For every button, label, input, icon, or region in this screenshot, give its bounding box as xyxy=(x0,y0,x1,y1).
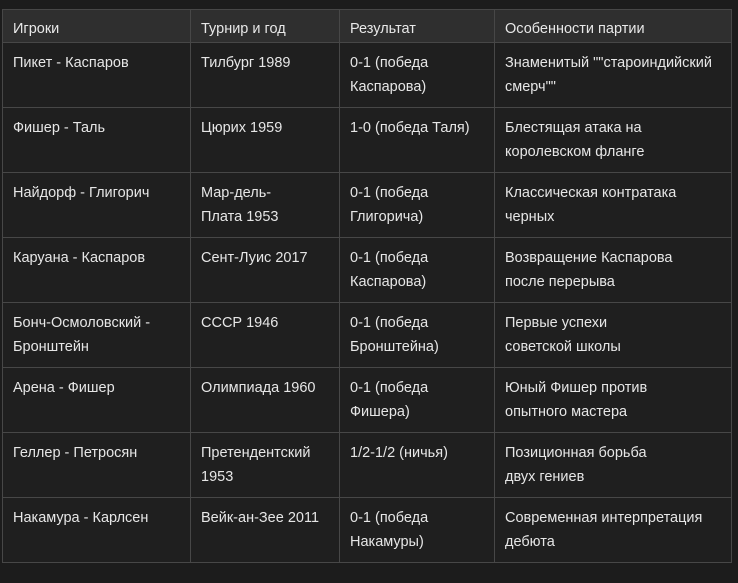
cell-tournament xyxy=(191,368,340,433)
cell-players xyxy=(3,173,191,238)
cell-tournament-line: СССР 1946 xyxy=(201,315,279,331)
cell-result-line: 1/2-1/2 (ничья) xyxy=(350,445,448,461)
cell-result-line: 1-0 (победа Таля) xyxy=(350,120,470,136)
table-row xyxy=(3,238,732,303)
cell-tournament-line: Вейк-ан-Зее 2011 xyxy=(201,510,320,526)
cell-result-line: 0-1 (победа xyxy=(350,380,429,396)
cell-players-line: Каруана - Каспаров xyxy=(13,250,146,266)
cell-tournament-line: Олимпиада 1960 xyxy=(201,380,316,396)
cell-features-line: Блестящая атака на xyxy=(505,120,642,136)
cell-players xyxy=(3,433,191,498)
cell-features-line: королевском фланге xyxy=(505,144,645,160)
table-row xyxy=(3,303,732,368)
cell-features-line: двух гениев xyxy=(505,469,585,485)
cell-result-line: Глигорича) xyxy=(350,209,424,225)
cell-result-line: 0-1 (победа xyxy=(350,315,429,331)
cell-features-line: Знаменитый ""староиндийский xyxy=(505,55,712,71)
cell-tournament xyxy=(191,43,340,108)
cell-tournament xyxy=(191,108,340,173)
cell-result xyxy=(340,303,495,368)
cell-tournament xyxy=(191,303,340,368)
cell-players xyxy=(3,303,191,368)
cell-players-line: Арена - Фишер xyxy=(13,380,115,396)
cell-features xyxy=(495,238,732,303)
cell-tournament xyxy=(191,433,340,498)
cell-players xyxy=(3,43,191,108)
cell-features-line: опытного мастера xyxy=(505,404,628,420)
cell-players-line: Бронштейн xyxy=(13,339,89,355)
cell-players xyxy=(3,368,191,433)
cell-result xyxy=(340,173,495,238)
cell-features xyxy=(495,108,732,173)
cell-features-line: Первые успехи xyxy=(505,315,608,331)
cell-tournament-line: Мар-дель- xyxy=(201,185,272,201)
cell-tournament-line: Цюрих 1959 xyxy=(201,120,283,136)
cell-result xyxy=(340,238,495,303)
cell-features xyxy=(495,303,732,368)
cell-players-line: Фишер - Таль xyxy=(13,120,106,136)
header-tournament: Турнир и год xyxy=(191,10,340,43)
header-features: Особенности партии xyxy=(495,10,732,43)
cell-players xyxy=(3,238,191,303)
cell-players-line: Бонч-Осмоловский - xyxy=(13,315,151,331)
cell-features xyxy=(495,173,732,238)
cell-tournament-line: Плата 1953 xyxy=(201,209,279,225)
games-table xyxy=(2,9,732,563)
cell-features-line: Юный Фишер против xyxy=(505,380,648,396)
cell-result-line: 0-1 (победа xyxy=(350,185,429,201)
cell-tournament-line: Сент-Луис 2017 xyxy=(201,250,308,266)
table-row xyxy=(3,498,732,563)
cell-result-line: Каспарова) xyxy=(350,274,427,290)
header-result: Результат xyxy=(340,10,495,43)
header-players: Игроки xyxy=(3,10,191,43)
cell-features xyxy=(495,368,732,433)
cell-features-line: Классическая контратака xyxy=(505,185,677,201)
cell-result-line: 0-1 (победа xyxy=(350,250,429,266)
cell-result xyxy=(340,498,495,563)
cell-result xyxy=(340,368,495,433)
cell-result-line: 0-1 (победа xyxy=(350,510,429,526)
table-header-row xyxy=(3,10,732,43)
cell-result-line: 0-1 (победа xyxy=(350,55,429,71)
cell-tournament xyxy=(191,173,340,238)
table-row xyxy=(3,173,732,238)
cell-tournament-line: Тилбург 1989 xyxy=(201,55,291,71)
cell-tournament xyxy=(191,238,340,303)
cell-result-line: Бронштейна) xyxy=(350,339,439,355)
cell-players-line: Накамура - Карлсен xyxy=(13,510,149,526)
cell-players-line: Пикет - Каспаров xyxy=(13,55,129,71)
cell-features-line: Позиционная борьба xyxy=(505,445,647,461)
cell-players xyxy=(3,498,191,563)
cell-result xyxy=(340,43,495,108)
cell-tournament-line: Претендентский xyxy=(201,445,311,461)
cell-players-line: Геллер - Петросян xyxy=(13,445,138,461)
games-table-container xyxy=(2,9,731,563)
cell-players-line: Найдорф - Глигорич xyxy=(13,185,150,201)
cell-features-line: смерч"" xyxy=(505,79,556,95)
cell-features-line: советской школы xyxy=(505,339,621,355)
cell-players xyxy=(3,108,191,173)
cell-features-line: Возвращение Каспарова xyxy=(505,250,673,266)
cell-result xyxy=(340,433,495,498)
table-row xyxy=(3,43,732,108)
cell-features-line: после перерыва xyxy=(505,274,615,290)
cell-features xyxy=(495,498,732,563)
cell-features xyxy=(495,43,732,108)
cell-tournament xyxy=(191,498,340,563)
cell-result xyxy=(340,108,495,173)
table-row xyxy=(3,433,732,498)
cell-result-line: Фишера) xyxy=(350,404,410,420)
table-row xyxy=(3,368,732,433)
cell-result-line: Накамуры) xyxy=(350,534,424,550)
cell-features-line: Современная интерпретация xyxy=(505,510,703,526)
cell-tournament-line: 1953 xyxy=(201,469,234,485)
cell-result-line: Каспарова) xyxy=(350,79,427,95)
cell-features xyxy=(495,433,732,498)
cell-features-line: дебюта xyxy=(505,534,555,550)
table-body xyxy=(3,43,732,563)
table-row xyxy=(3,108,732,173)
cell-features-line: черных xyxy=(505,209,555,225)
